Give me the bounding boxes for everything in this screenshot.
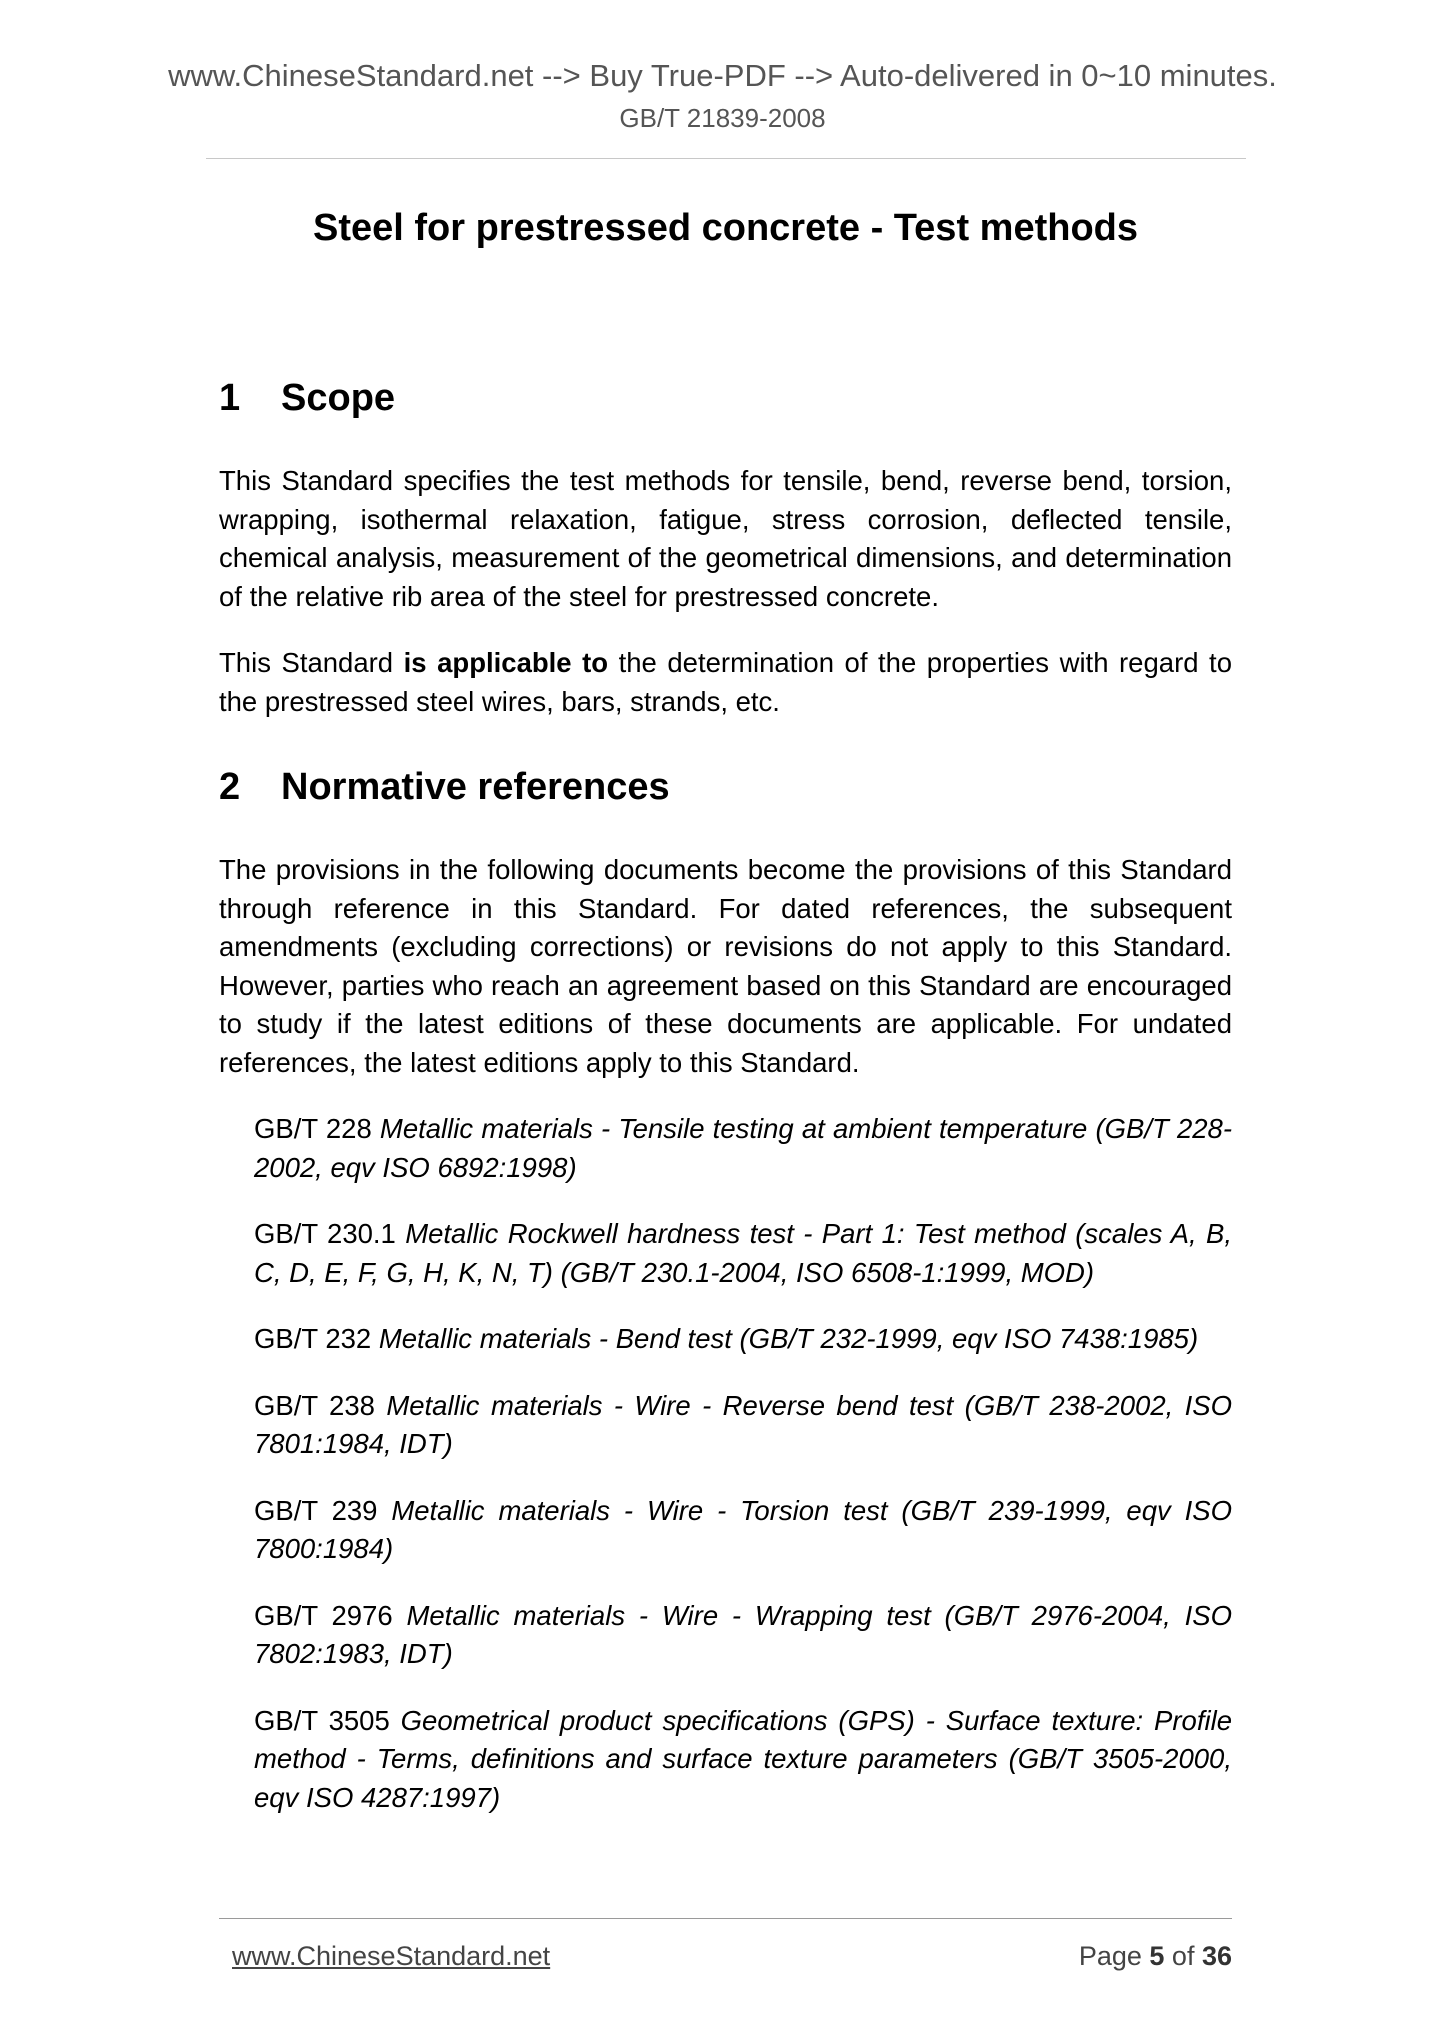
references-intro: The provisions in the following documents become the provisions of this Standard through reference in this Standard. For dated references, the subsequent amendments (excluding corrections) or revisions do not apply to this Standard. However, parties who reach an agreement based on this Standard are encouraged to study if the latest editions of these documents are applicable. For undated references, the latest editions apply to this Standard. (219, 854, 1232, 1078)
scope-paragraph-2 (219, 644, 1232, 721)
reference-code: GB/T 3505 (254, 1704, 390, 1736)
reference-title: Geometrical product specifications (GPS) - Surface texture: Profile method - Terms, definitions and surface texture parameters (GB/T 3505-2000, eqv ISO 4287:1997) (254, 1704, 1233, 1813)
scope-paragraph-1: This Standard specifies the test methods for tensile, bend, reverse bend, torsion, wrapping, isothermal relaxation, fatigue, stress corrosion, deflected tensile, chemical analysis, measurement of the geometrical dimensions, and determination of the relative rib area of the steel for prestressed concrete. (219, 465, 1232, 612)
reference-title: Metallic materials - Tensile testing at ambient temperature (GB/T 228-2002, eqv ISO 6892:1998) (254, 1113, 1233, 1183)
header-banner: www.ChineseStandard.net --> Buy True-PDF --> Auto-delivered in 0~10 minutes. (168, 58, 1277, 93)
reference-code: GB/T 228 (254, 1113, 372, 1144)
scope-text-after: the determination of the properties with regard to the prestressed steel wires, bars, strands, etc. (219, 647, 1232, 717)
reference-item (254, 1320, 1232, 1359)
reference-item (254, 1215, 1232, 1292)
reference-item (254, 1387, 1232, 1464)
section-number: 1 (219, 377, 241, 419)
standard-code: GB/T 21839-2008 (619, 103, 826, 133)
scope-text-before: This Standard (219, 647, 404, 678)
reference-code: GB/T 2976 (254, 1599, 393, 1631)
total-pages: 36 (1201, 1941, 1232, 1971)
reference-code: GB/T 239 (254, 1494, 378, 1526)
reference-title: Metallic Rockwell hardness test - Part 1: Test method (scales A, B, C, D, E, F, G, H, K, N, T) (GB/T 230.1-2004, ISO 6508-1:1999, MOD) (254, 1218, 1232, 1288)
scope-emphasis: is applicable to (403, 647, 609, 678)
reference-code: GB/T 232 (254, 1323, 372, 1354)
page-of: of (1164, 1941, 1202, 1971)
section-heading-normative-references (219, 761, 1232, 813)
footer-divider (219, 1918, 1232, 1919)
section-title: Scope (281, 377, 396, 419)
page-prefix: Page (1078, 1941, 1150, 1971)
reference-item (254, 1702, 1232, 1818)
reference-item (254, 1597, 1232, 1674)
reference-title: Metallic materials - Wire - Wrapping test (GB/T 2976-2004, ISO 7802:1983, IDT) (254, 1599, 1233, 1669)
header-divider (206, 158, 1246, 159)
section-title: Normative references (281, 766, 670, 808)
reference-item (254, 1110, 1232, 1187)
current-page: 5 (1149, 1941, 1165, 1971)
document-title: Steel for prestressed concrete - Test methods (313, 207, 1138, 249)
reference-item (254, 1492, 1232, 1569)
page-header (0, 56, 1445, 136)
section-heading-scope (219, 372, 1232, 424)
document-body (219, 200, 1232, 1817)
reference-code: GB/T 238 (254, 1389, 375, 1421)
reference-title: Metallic materials - Bend test (GB/T 232-1999, eqv ISO 7438:1985) (378, 1323, 1199, 1354)
reference-code: GB/T 230.1 (254, 1218, 396, 1249)
page-indicator (1079, 1938, 1232, 1974)
footer-site-link[interactable]: www.ChineseStandard.net (232, 1941, 551, 1971)
reference-title: Metallic materials - Wire - Torsion test (GB/T 239-1999, eqv ISO 7800:1984) (254, 1494, 1232, 1564)
reference-title: Metallic materials - Wire - Reverse bend test (GB/T 238-2002, ISO 7801:1984, IDT) (254, 1389, 1233, 1459)
section-number: 2 (219, 766, 241, 808)
page-footer (232, 1938, 1232, 1974)
